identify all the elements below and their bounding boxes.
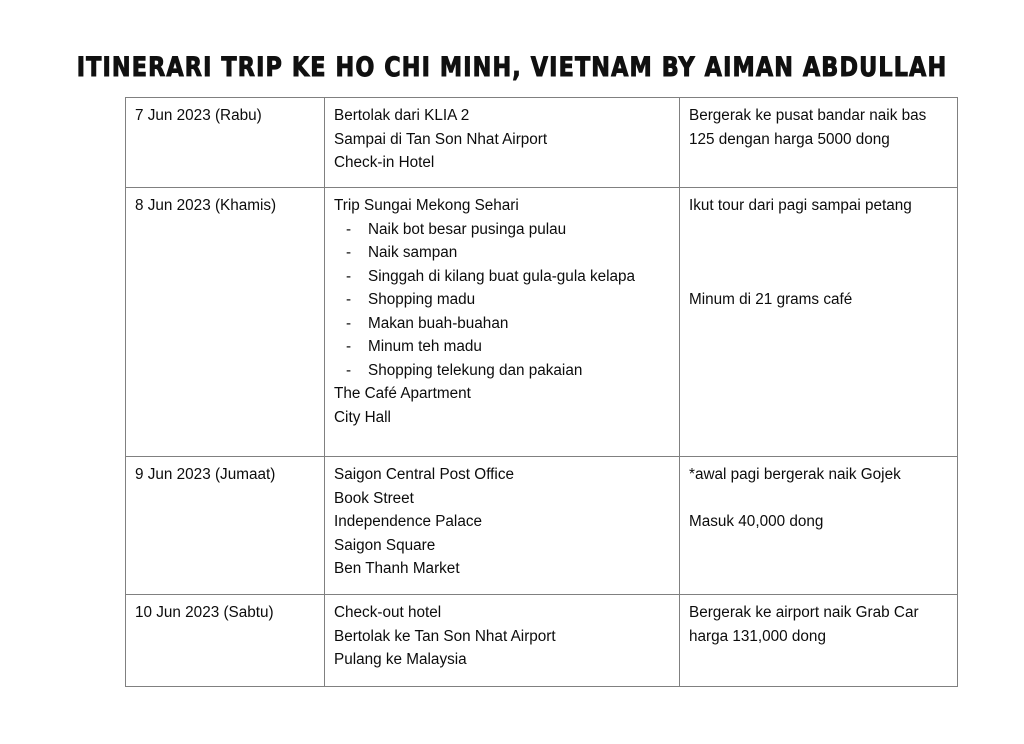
detail-line: Saigon Square — [334, 536, 436, 554]
detail-line: Independence Palace — [334, 513, 482, 530]
bullet-marker: - — [346, 291, 352, 308]
table-row — [126, 457, 958, 595]
date-text: 10 Jun 2023 (Sabtu) — [135, 604, 274, 621]
list-item — [334, 241, 670, 265]
cell-notes — [680, 98, 958, 188]
cell-date — [126, 595, 325, 687]
table-row — [126, 98, 958, 188]
note-line: *awal pagi bergerak naik Gojek — [689, 466, 901, 483]
list-item-label: Naik bot besar pusinga pulau — [368, 220, 567, 238]
cell-date — [126, 188, 325, 457]
cell-notes — [680, 188, 958, 457]
cell-details — [325, 457, 680, 595]
cell-details — [325, 188, 680, 457]
detail-line: Check-out hotel — [334, 604, 442, 621]
detail-line: Saigon Central Post Office — [334, 466, 514, 483]
list-item — [334, 359, 670, 383]
bullet-marker: - — [346, 338, 352, 355]
bullet-marker: - — [346, 244, 352, 261]
cell-notes — [680, 457, 958, 595]
list-item — [334, 265, 670, 289]
list-item-label: Shopping telekung dan pakaian — [368, 361, 583, 379]
list-item-label: Singgah di kilang buat gula-gula kelapa — [368, 267, 636, 285]
detail-line: Trip Sungai Mekong Sehari — [334, 197, 519, 214]
note-line: Bergerak ke airport naik Grab Car harga 131,000 dong — [689, 604, 923, 645]
detail-line: Ben Thanh Market — [334, 560, 460, 577]
bullet-marker: - — [346, 361, 352, 379]
bullet-marker: - — [346, 267, 352, 285]
list-item-label: Minum teh madu — [368, 338, 482, 355]
note-line: Bergerak ke pusat bandar naik bas 125 dengan harga 5000 dong — [689, 107, 931, 148]
detail-line: The Café Apartment — [334, 385, 471, 402]
cell-details — [325, 595, 680, 687]
itinerary-table — [125, 97, 958, 687]
date-text: 8 Jun 2023 (Khamis) — [135, 197, 277, 214]
list-item-label: Makan buah-buahan — [368, 314, 509, 332]
detail-line: Pulang ke Malaysia — [334, 651, 467, 668]
detail-line: Bertolak ke Tan Son Nhat Airport — [334, 627, 556, 645]
detail-line: Sampai di Tan Son Nhat Airport — [334, 130, 548, 148]
detail-line: City Hall — [334, 408, 391, 426]
bullet-marker: - — [346, 314, 352, 332]
cell-details — [325, 98, 680, 188]
detail-bullet-list — [334, 218, 670, 383]
note-spacer — [689, 487, 948, 510]
page-title: ITINERARI TRIP KE HO CHI MINH, VIETNAM BY AIMAN ABDULLAH — [76, 52, 948, 83]
date-text: 9 Jun 2023 (Jumaat) — [135, 466, 276, 483]
date-text: 7 Jun 2023 (Rabu) — [135, 107, 262, 124]
table-row — [126, 595, 958, 687]
list-item — [334, 288, 670, 312]
cell-date — [126, 457, 325, 595]
detail-line: Bertolak dari KLIA 2 — [334, 107, 470, 124]
bullet-marker: - — [346, 220, 352, 238]
list-item — [334, 312, 670, 336]
cell-notes — [680, 595, 958, 687]
list-item — [334, 218, 670, 242]
table-row — [126, 188, 958, 457]
list-item-label: Shopping madu — [368, 291, 476, 308]
cell-date — [126, 98, 325, 188]
list-item — [334, 335, 670, 359]
note-secondary: Minum di 21 grams café — [689, 290, 853, 308]
detail-line: Book Street — [334, 489, 414, 507]
note-secondary: Masuk 40,000 dong — [689, 512, 824, 530]
detail-line: Check-in Hotel — [334, 154, 435, 171]
note-line: Ikut tour dari pagi sampai petang — [689, 197, 912, 214]
note-spacer — [689, 218, 948, 288]
list-item-label: Naik sampan — [368, 244, 458, 261]
